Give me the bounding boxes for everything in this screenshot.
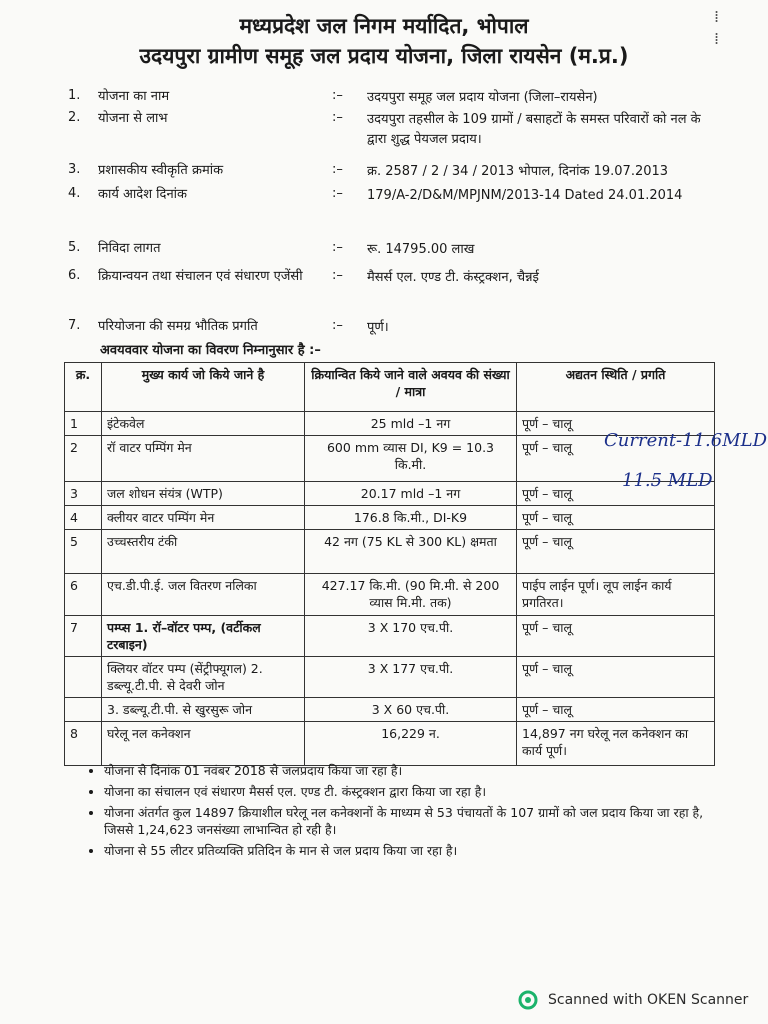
header-status: अद्यतन स्थिति / प्रगति bbox=[517, 363, 715, 412]
info-item-1: 1. योजना का नाम :– उदयपुरा समूह जल प्रदाय योजना (जिला–रायसेन) bbox=[68, 88, 598, 105]
header-serial: क्र. bbox=[65, 363, 102, 412]
table-row: 1 इंटेकवेल 25 mld –1 नग पूर्ण – चालू bbox=[65, 412, 715, 436]
table-row: 5 उच्चस्तरीय टंकी 42 नग (75 KL से 300 KL) क्षमता पूर्ण – चालू bbox=[65, 530, 715, 574]
works-status-table bbox=[64, 362, 715, 766]
notes-list bbox=[88, 762, 724, 863]
table-row: 7 पम्प्स 1. रॉ–वॉटर पम्प, (वर्टीकल टरबाइन) 3 X 170 एच.पी. पूर्ण – चालू bbox=[65, 616, 715, 657]
table-header-row bbox=[65, 363, 715, 412]
table-row: 6 एच.डी.पी.ई. जल वितरण नलिका 427.17 कि.मी. (90 मि.मी. से 200 व्यास मि.मी. तक) पाईप लाईन पूर्ण। लूप लाईन कार्य प्रगतिरत। bbox=[65, 574, 715, 616]
info-item-2: 2. योजना से लाभ :– उदयपुरा तहसील के 109 ग्रामों / बसाहटों के समस्त परिवारों को नल के द्वारा शुद्ध पेयजल प्रदाय। bbox=[68, 110, 701, 147]
info-item-7: 7. परियोजना की समग्र भौतिक प्रगति :– पूर्ण। bbox=[68, 318, 389, 335]
info-item-3: 3. प्रशासकीय स्वीकृति क्रमांक :– क्र. 2587 / 2 / 34 / 2013 भोपाल, दिनांक 19.07.2013 bbox=[68, 162, 669, 179]
table-row: 3. डब्ल्यू.टी.पी. से खुरसुरू जोन 3 X 60 एच.पी. पूर्ण – चालू bbox=[65, 698, 715, 722]
table-row: 8 घरेलू नल कनेक्शन 16,229 न. 14,897 नग घरेलू नल कनेक्शन का कार्य पूर्ण। bbox=[65, 722, 715, 766]
table-row: 2 रॉ वाटर पम्पिंग मेन 600 mm व्यास DI, K9 = 10.3 कि.मी. पूर्ण – चालू bbox=[65, 436, 715, 482]
margin-scribble-icon: ⁞ ⁞ bbox=[714, 7, 720, 48]
document-title-line2: उदयपुरा ग्रामीण समूह जल प्रदाय योजना, जिला रायसेन (म.प्र.) bbox=[139, 44, 629, 68]
info-item-5: 5. निविदा लागत :– रू. 14795.00 लाख bbox=[68, 240, 475, 257]
handwritten-note-wtp: 11.5 MLD bbox=[622, 470, 713, 491]
info-item-6: 6. क्रियान्वयन तथा संचालन एवं संधारण एजेंसी :– मैसर्स एल. एण्ड टी. कंस्ट्रक्शन, चैन्नई bbox=[68, 268, 539, 285]
header-main-work: मुख्य कार्य जो किये जाने है bbox=[102, 363, 305, 412]
document-title-line1: मध्यप्रदेश जल निगम मर्यादित, भोपाल bbox=[239, 14, 529, 38]
info-item-4: 4. कार्य आदेश दिनांक :– 179/A-2/D&M/MPJNM/2013-14 Dated 24.01.2014 bbox=[68, 186, 683, 203]
scanner-watermark bbox=[518, 990, 748, 1010]
list-item: • योजना का संचालन एवं संधारण मैसर्स एल. एण्ड टी. कंस्ट्रक्शन द्वारा किया जा रहा है। bbox=[104, 783, 724, 800]
table-row: 4 क्लीयर वाटर पम्पिंग मेन 176.8 कि.मी., DI-K9 पूर्ण – चालू bbox=[65, 506, 715, 530]
table-subheading: अवयववार योजना का विवरण निम्नानुसार है :– bbox=[100, 343, 321, 358]
list-item: • योजना से 55 लीटर प्रतिव्यक्ति प्रतिदिन के मान से जल प्रदाय किया जा रहा है। bbox=[104, 842, 724, 859]
handwritten-note-intake: Current-11.6MLD bbox=[604, 430, 768, 451]
table-row: क्लियर वॉटर पम्प (सेंट्रीफ्यूगल) 2. डब्ल्यू.टी.पी. से देवरी जोन 3 X 177 एच.पी. पूर्ण – चालू bbox=[65, 657, 715, 698]
list-item: • योजना से दिनांक 01 नवंबर 2018 से जलप्रदाय किया जा रहा है। bbox=[104, 762, 724, 779]
oken-logo-icon bbox=[518, 990, 538, 1010]
header-quantity: क्रियान्वित किये जाने वाले अवयव की संख्या / मात्रा bbox=[305, 363, 517, 412]
table-row: 3 जल शोधन संयंत्र (WTP) 20.17 mld –1 नग पूर्ण – चालू bbox=[65, 482, 715, 506]
scanner-text: Scanned with OKEN Scanner bbox=[548, 992, 749, 1008]
list-item: • योजना अंतर्गत कुल 14897 क्रियाशील घरेलू नल कनेक्शनों के माध्यम से 53 पंचायतों के 107 ग्रामों को जल प्रदाय किया जा रहा है, जिससे 1,24,623 जनसंख्या लाभान्वित हो रही है। bbox=[104, 804, 724, 838]
